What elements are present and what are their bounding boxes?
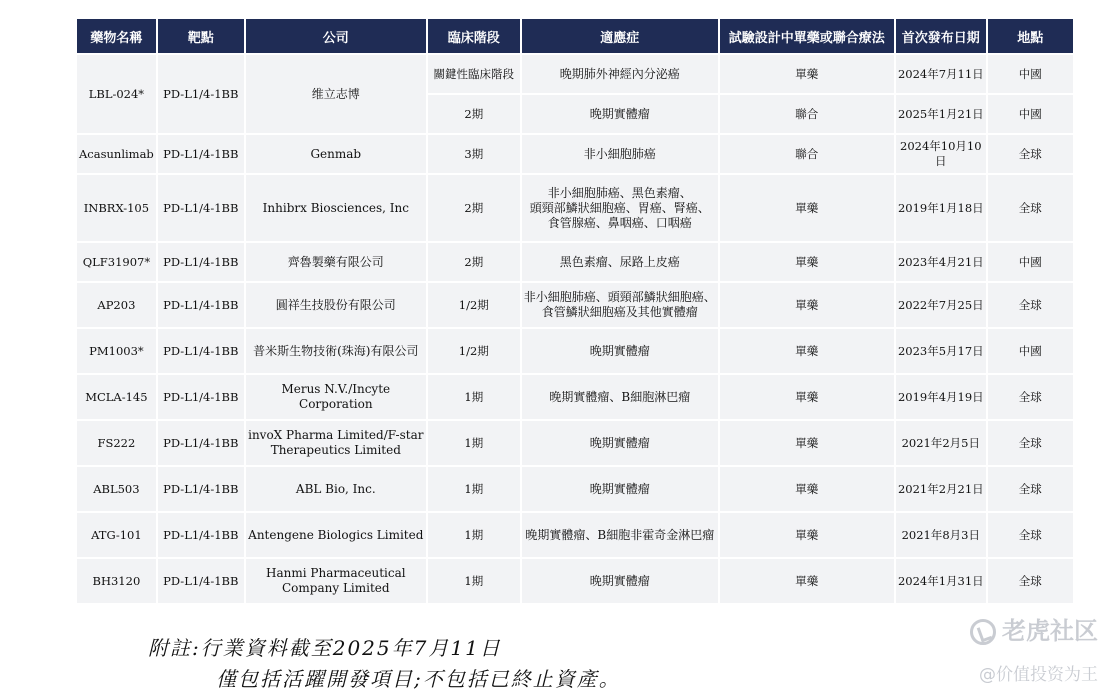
table-row [77,55,1073,93]
cell-indication: 晚期實體瘤、B細胞非霍奇金淋巴瘤 [522,513,718,557]
cell-indication: 晚期實體瘤 [522,421,718,465]
cell-drug: LBL-024* [77,55,156,133]
cell-line: 非小細胞肺癌、頭頸部鱗狀細胞癌、 [523,290,716,304]
cell-target: PD-L1/4-1BB [158,559,244,603]
watermark [970,616,1098,685]
cell-company: Inhibrx Biosciences, Inc [246,175,426,241]
cell-company: 普米斯生物技術(珠海)有限公司 [246,329,426,373]
cell-stage: 2期 [428,243,520,281]
cell-stage: 1期 [428,375,520,419]
cell-date: 2021年2月5日 [896,421,986,465]
cell-location: 中國 [988,329,1073,373]
cell-line: Company Limited [282,581,390,595]
cell-target: PD-L1/4-1BB [158,55,244,133]
cell-company: 齊魯製藥有限公司 [246,243,426,281]
cell-drug: ABL503 [77,467,156,511]
table-header-row [77,19,1073,53]
cell-date: 2021年8月3日 [896,513,986,557]
cell-indication [522,283,718,327]
column-header: 適應症 [522,19,718,53]
drug-pipeline-table [75,17,1075,605]
cell-indication: 晚期實體瘤 [522,467,718,511]
cell-target: PD-L1/4-1BB [158,375,244,419]
cell-drug: ATG-101 [77,513,156,557]
cell-location: 全球 [988,283,1073,327]
cell-drug: AP203 [77,283,156,327]
cell-company: 圓祥生技股份有限公司 [246,283,426,327]
cell-location: 全球 [988,135,1073,173]
cell-target: PD-L1/4-1BB [158,135,244,173]
table-row [77,175,1073,241]
cell-stage: 2期 [428,175,520,241]
table-body [77,55,1073,603]
cell-location: 全球 [988,559,1073,603]
table-row [77,513,1073,557]
cell-therapy: 聯合 [720,135,894,173]
cell-date: 2024年7月11日 [896,55,986,93]
cell-therapy: 單藥 [720,467,894,511]
table-row [77,135,1073,173]
footnote-line-2: 僅包括活躍開發項目;不包括已終止資產。 [216,667,621,691]
cell-indication: 晚期實體瘤 [522,329,718,373]
cell-indication: 非小細胞肺癌 [522,135,718,173]
table-row [77,329,1073,373]
cell-stage: 3期 [428,135,520,173]
cell-indication: 晚期肺外神經內分泌癌 [522,55,718,93]
cell-location: 中國 [988,55,1073,93]
cell-stage: 1/2期 [428,283,520,327]
cell-target: PD-L1/4-1BB [158,513,244,557]
cell-therapy: 單藥 [720,175,894,241]
cell-date: 2025年1月21日 [896,95,986,133]
column-header: 試驗設計中單藥或聯合療法 [720,19,894,53]
cell-line: 頭頸部鱗狀細胞癌、胃癌、腎癌、 [529,200,710,215]
cell-company: Merus N.V./Incyte Corporation [246,375,426,419]
cell-drug: Acasunlimab [77,135,156,173]
tiger-logo-icon [970,619,996,645]
cell-drug: MCLA-145 [77,375,156,419]
cell-therapy: 單藥 [720,329,894,373]
column-header: 公司 [246,19,426,53]
cell-stage: 1期 [428,421,520,465]
cell-therapy: 單藥 [720,375,894,419]
cell-therapy: 單藥 [720,421,894,465]
cell-line: invoX Pharma Limited/F-star [248,428,424,442]
cell-location: 全球 [988,467,1073,511]
cell-drug: BH3120 [77,559,156,603]
footnote-line-1: 附註:行業資料截至2025年7月11日 [148,636,502,660]
cell-target: PD-L1/4-1BB [158,243,244,281]
cell-therapy: 單藥 [720,283,894,327]
cell-company: Genmab [246,135,426,173]
cell-location: 中國 [988,95,1073,133]
watermark-brand-text: 老虎社区 [1002,617,1098,645]
cell-therapy: 聯合 [720,95,894,133]
cell-company: 维立志博 [246,55,426,133]
footnote [148,633,621,695]
cell-stage: 關鍵性臨床階段 [428,55,520,93]
cell-date: 2023年4月21日 [896,243,986,281]
table-row [77,421,1073,465]
table-row [77,375,1073,419]
cell-stage: 1/2期 [428,329,520,373]
cell-line: 非小細胞肺癌、黑色素瘤、 [547,185,692,200]
cell-date: 2023年5月17日 [896,329,986,373]
column-header: 臨床階段 [428,19,520,53]
cell-stage: 1期 [428,467,520,511]
cell-date: 2019年4月19日 [896,375,986,419]
cell-line: 食管腺癌、鼻咽癌、口咽癌 [547,215,692,230]
cell-stage: 1期 [428,559,520,603]
cell-location: 全球 [988,421,1073,465]
cell-location: 全球 [988,375,1073,419]
table-row [77,559,1073,603]
cell-indication: 晚期實體瘤 [522,559,718,603]
column-header: 藥物名稱 [77,19,156,53]
table-row [77,243,1073,281]
cell-indication: 黑色素瘤、尿路上皮癌 [522,243,718,281]
cell-target: PD-L1/4-1BB [158,283,244,327]
cell-target: PD-L1/4-1BB [158,329,244,373]
cell-therapy: 單藥 [720,559,894,603]
cell-therapy: 單藥 [720,513,894,557]
cell-date: 2021年2月21日 [896,467,986,511]
cell-target: PD-L1/4-1BB [158,467,244,511]
cell-company: ABL Bio, Inc. [246,467,426,511]
cell-drug: QLF31907* [77,243,156,281]
cell-location: 全球 [988,175,1073,241]
cell-indication: 晚期實體瘤 [522,95,718,133]
cell-therapy: 單藥 [720,55,894,93]
cell-stage: 1期 [428,513,520,557]
cell-company [246,559,426,603]
cell-location: 中國 [988,243,1073,281]
cell-location: 全球 [988,513,1073,557]
column-header: 地點 [988,19,1073,53]
cell-target: PD-L1/4-1BB [158,175,244,241]
cell-indication [522,175,718,241]
cell-date: 2019年1月18日 [896,175,986,241]
watermark-handle: @价值投资为王 [979,665,1098,685]
cell-date: 2022年7月25日 [896,283,986,327]
cell-company [246,421,426,465]
cell-drug: INBRX-105 [77,175,156,241]
cell-date: 2024年10月10日 [896,135,986,173]
cell-line: 食管鱗狀細胞癌及其他實體瘤 [541,305,698,319]
column-header: 首次發布日期 [896,19,986,53]
table-row [77,283,1073,327]
cell-target: PD-L1/4-1BB [158,421,244,465]
watermark-brand [970,616,1098,646]
cell-drug: PM1003* [77,329,156,373]
cell-stage: 2期 [428,95,520,133]
table-row [77,467,1073,511]
cell-drug: FS222 [77,421,156,465]
cell-therapy: 單藥 [720,243,894,281]
cell-line: Therapeutics Limited [270,443,401,457]
cell-line: Hanmi Pharmaceutical [266,566,406,580]
column-header: 靶點 [158,19,244,53]
cell-company: Antengene Biologics Limited [246,513,426,557]
cell-date: 2024年1月31日 [896,559,986,603]
cell-indication: 晚期實體瘤、B細胞淋巴瘤 [522,375,718,419]
